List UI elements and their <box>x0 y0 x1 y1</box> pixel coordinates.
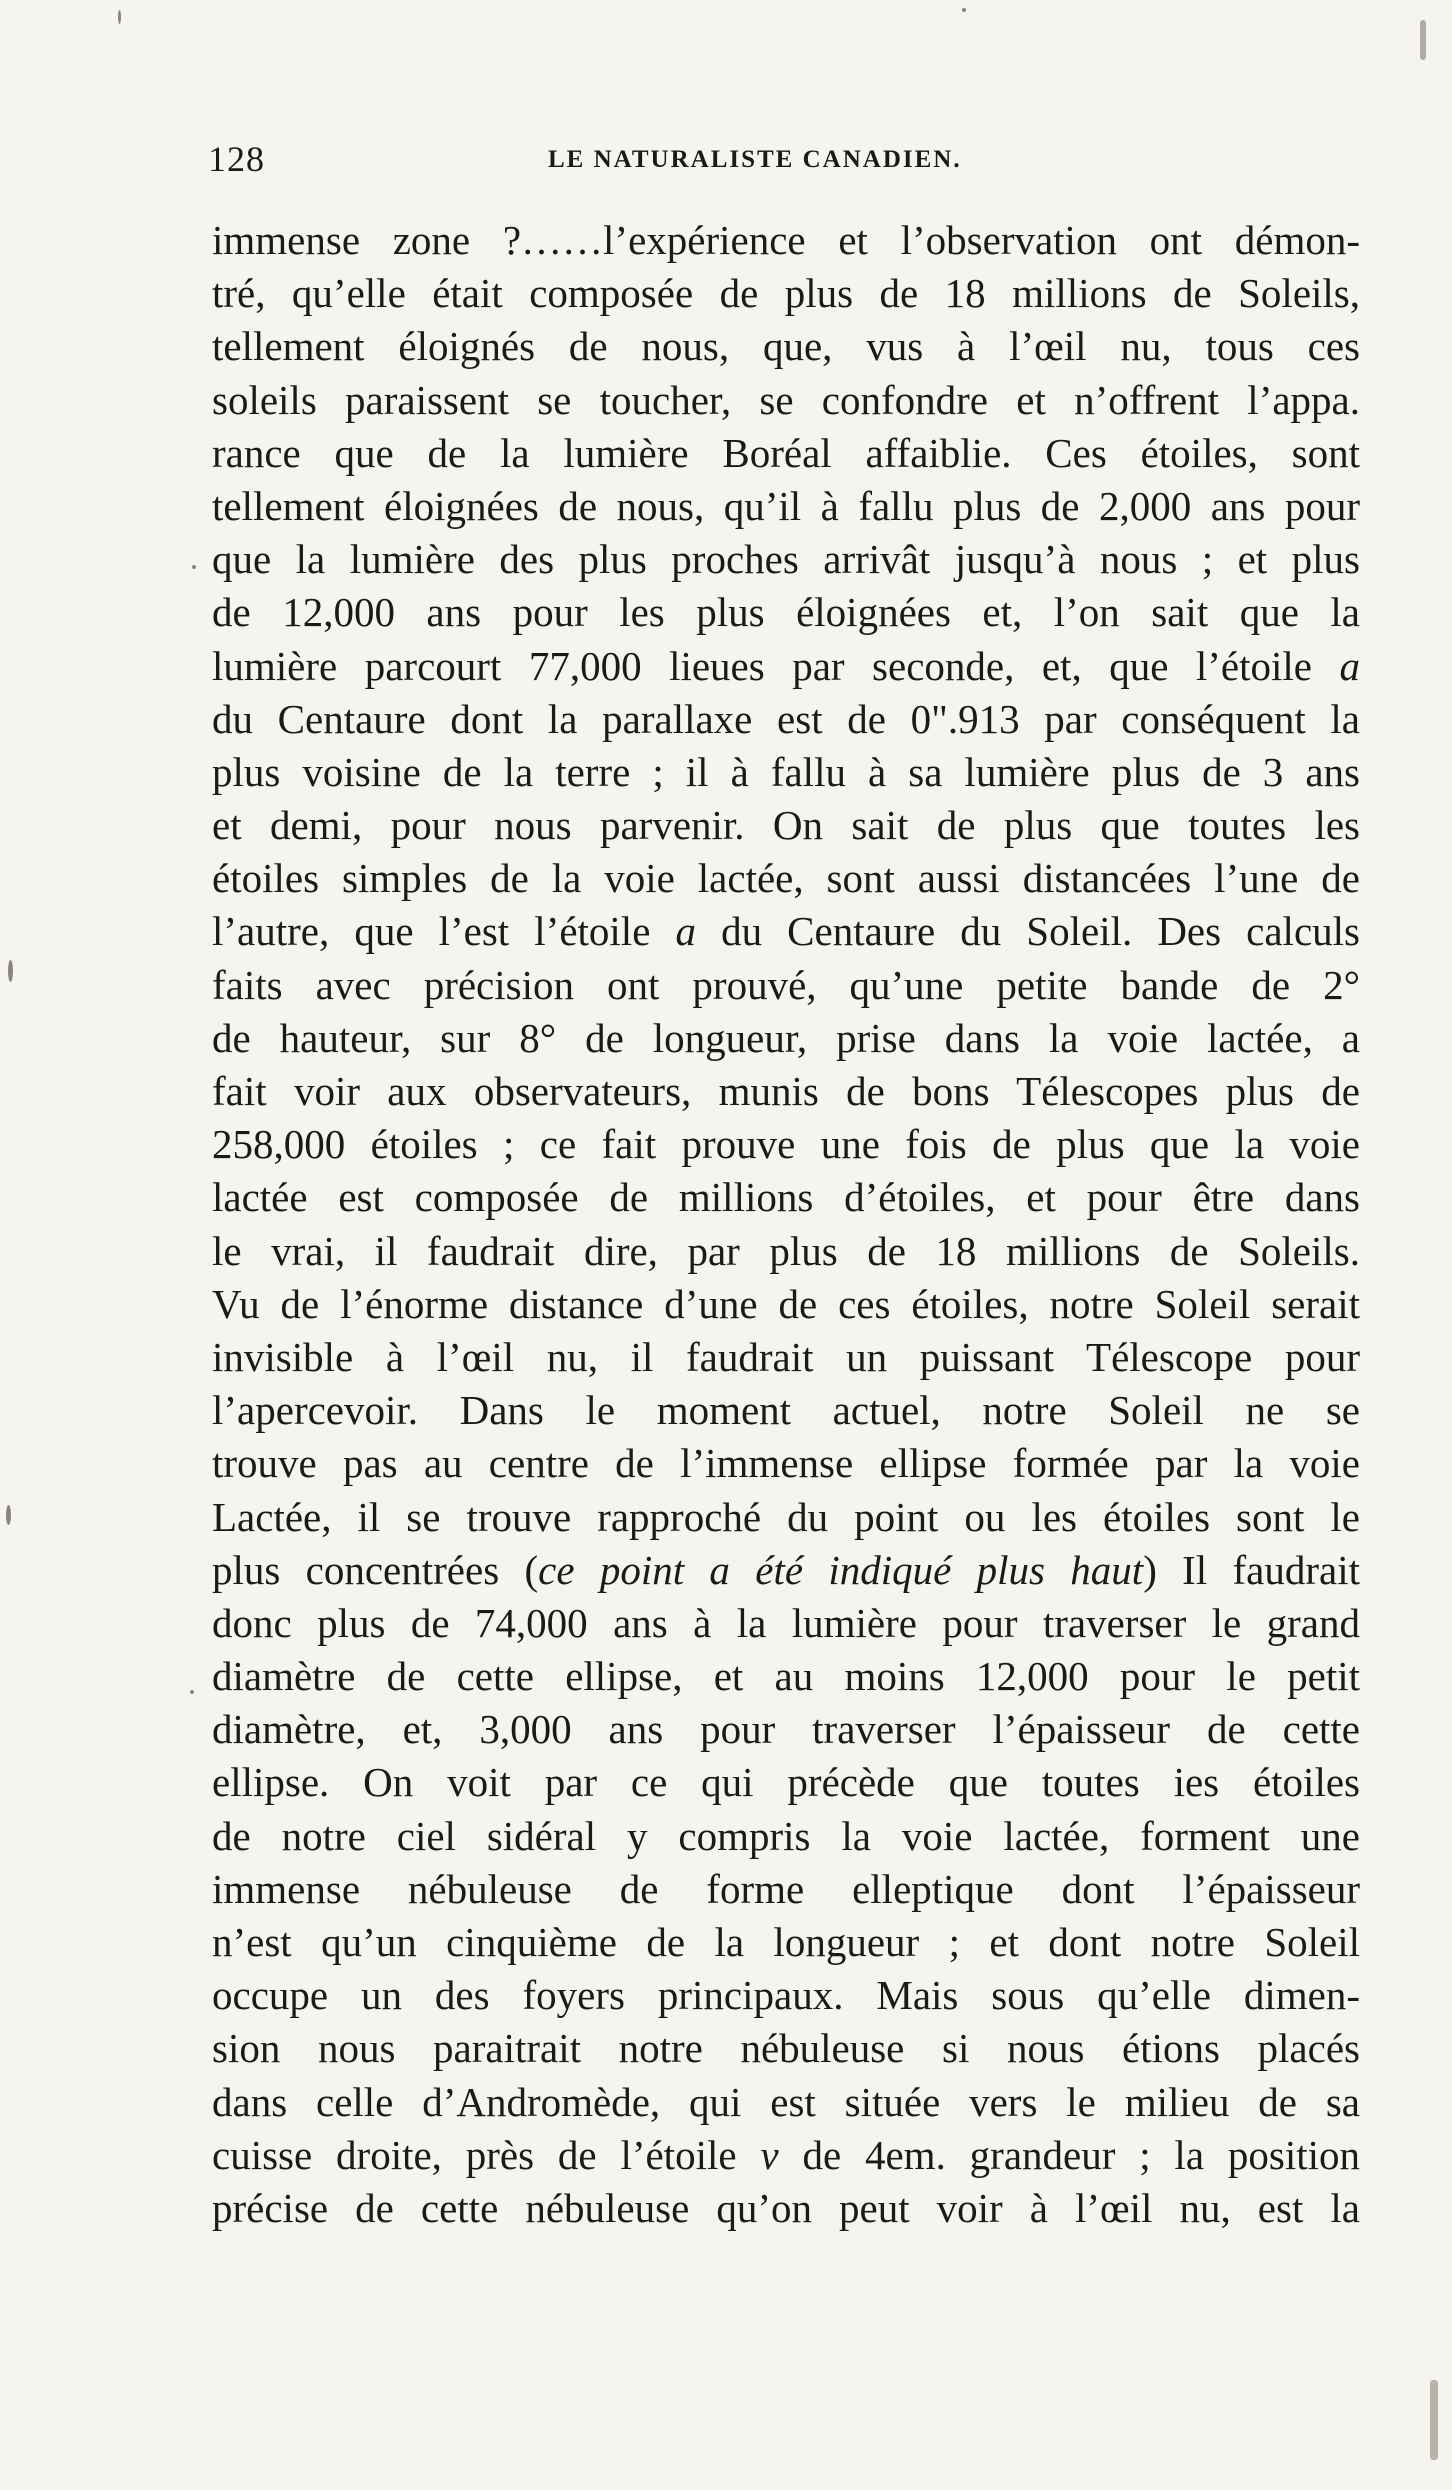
text-line: fait voir aux observateurs, munis de bons Télescopes plus de <box>212 1068 1360 1114</box>
scan-speck <box>962 8 966 12</box>
text-line: précise de cette nébuleuse qu’on peut voir à l’œil nu, est la <box>212 2184 1360 2231</box>
text-line: cuisse droite, près de l’étoile v de 4em. grandeur ; la position <box>212 2131 1360 2178</box>
scan-speck <box>8 960 13 982</box>
body-text <box>212 214 1360 2235</box>
text-line: diamètre, et, 3,000 ans pour traverser l’épaisseur de cette <box>212 1706 1360 1753</box>
text-line: du Centaure dont la parallaxe est de 0".913 par conséquent la <box>212 695 1360 742</box>
text-line: Lactée, il se trouve rapproché du point ou les étoiles sont le <box>212 1493 1360 1540</box>
text-line: étoiles simples de la voie lactée, sont aussi distancées l’une de <box>212 855 1360 902</box>
italic-line-after: ) Il faudrait <box>1143 1546 1360 1593</box>
star-designation: a <box>1339 642 1360 689</box>
text-line: rance que de la lumière Boréal affaiblie. Ces étoiles, sont <box>212 429 1360 476</box>
running-title: LE NATURALISTE CANADIEN. <box>548 146 962 173</box>
scan-speck <box>1420 20 1426 60</box>
text-line: tré, qu’elle était composée de plus de 18 millions de Soleils, <box>212 270 1360 317</box>
text-line: lactée est composée de millions d’étoiles, et pour être dans <box>212 1174 1360 1221</box>
text-line: l’apercevoir. Dans le moment actuel, notre Soleil ne se <box>212 1387 1360 1434</box>
text-line: donc plus de 74,000 ans à la lumière pour traverser le grand <box>212 1599 1360 1646</box>
text-line: Vu de l’énorme distance d’une de ces étoiles, notre Soleil serait <box>212 1280 1360 1327</box>
text-line: dans celle d’Andromède, qui est située vers le milieu de sa <box>212 2078 1360 2125</box>
star-designation: v <box>760 2131 779 2178</box>
text-line: occupe un des foyers principaux. Mais sous qu’elle dimen- <box>212 1972 1360 2019</box>
text-line: ellipse. On voit par ce qui précède que toutes ies étoiles <box>212 1759 1360 1806</box>
text-line: tellement éloignées de nous, qu’il à fallu plus de 2,000 ans pour <box>212 482 1360 529</box>
text-line: invisible à l’œil nu, il faudrait un puissant Télescope pour <box>212 1333 1360 1380</box>
text-line: de 12,000 ans pour les plus éloignées et, l’on sait que la <box>212 589 1360 636</box>
text-line: de hauteur, sur 8° de longueur, prise dans la voie lactée, a <box>212 1014 1360 1061</box>
text-line: de notre ciel sidéral y compris la voie lactée, forment une <box>212 1812 1360 1859</box>
text-line: trouve pas au centre de l’immense ellipse formée par la voie <box>212 1440 1360 1487</box>
star-designation: a <box>675 908 696 955</box>
italic-line-before: plus concentrées ( <box>212 1546 539 1593</box>
text-line: le vrai, il faudrait dire, par plus de 18 millions de Soleils. <box>212 1227 1360 1274</box>
text-line: que la lumière des plus proches arrivât jusqu’à nous ; et plus <box>212 536 1360 583</box>
text-line: et demi, pour nous parvenir. On sait de plus que toutes les <box>212 802 1360 849</box>
scan-speck <box>1430 2380 1438 2460</box>
text-line: diamètre de cette ellipse, et au moins 12,000 pour le petit <box>212 1653 1360 1700</box>
text-line: 258,000 étoiles ; ce fait prouve une fois de plus que la voie <box>212 1121 1360 1168</box>
text-line: plus voisine de la terre ; il à fallu à sa lumière plus de 3 ans <box>212 748 1360 795</box>
scan-speck <box>192 565 196 569</box>
page-number: 128 <box>208 139 265 179</box>
text-line: soleils paraissent se toucher, se confondre et n’offrent l’appa. <box>212 376 1360 423</box>
scan-speck <box>118 10 121 24</box>
text-line: n’est qu’un cinquième de la longueur ; et dont notre Soleil <box>212 1919 1360 1965</box>
text-line-with-italic <box>212 1544 1360 1597</box>
scan-speck <box>190 1690 194 1694</box>
text-line: immense nébuleuse de forme elleptique dont l’épaisseur <box>212 1865 1360 1912</box>
italic-phrase: ce point a été indiqué plus haut <box>538 1546 1144 1593</box>
text-line: sion nous paraitrait notre nébuleuse si nous étions placés <box>212 2025 1360 2072</box>
scan-speck <box>6 1505 11 1525</box>
text-line: immense zone ?……l’expérience et l’observation ont démon- <box>212 217 1360 263</box>
text-line: l’autre, que l’est l’étoile a du Centaure du Soleil. Des calculs <box>212 908 1360 955</box>
text-line: lumière parcourt 77,000 lieues par seconde, et, que l’étoile a <box>212 642 1360 689</box>
page-header <box>208 138 1358 188</box>
text-line: faits avec précision ont prouvé, qu’une petite bande de 2° <box>212 961 1360 1008</box>
text-line: tellement éloignés de nous, que, vus à l’œil nu, tous ces <box>212 323 1360 370</box>
